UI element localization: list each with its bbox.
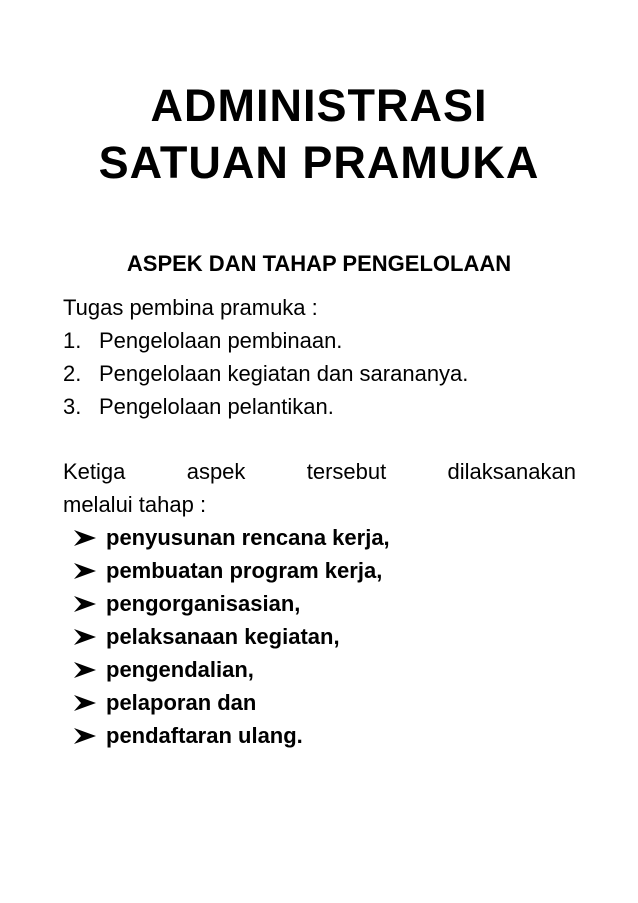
- paragraph-word: aspek: [186, 459, 246, 484]
- paragraph-word: tersebut: [306, 459, 387, 484]
- bullet-item: [72, 587, 390, 620]
- list-item-text: Pengelolaan kegiatan dan sarananya.: [99, 361, 469, 386]
- bullet-text: pengendalian,: [106, 657, 254, 682]
- intro-text: Tugas pembina pramuka :: [63, 295, 318, 320]
- arrow-bullet-icon: [72, 521, 106, 554]
- paragraph-line-1: [63, 455, 576, 488]
- paragraph-word: Ketiga: [63, 459, 126, 484]
- list-item-number: 1.: [63, 328, 82, 353]
- list-item: [63, 324, 468, 357]
- document-title-line-1: ADMINISTRASI: [150, 80, 488, 131]
- arrow-bullet-icon: [72, 719, 106, 752]
- arrow-bullet-icon: [72, 653, 106, 686]
- bullet-text: penyusunan rencana kerja,: [106, 525, 390, 550]
- bullet-item: [72, 653, 390, 686]
- section-subtitle: ASPEK DAN TAHAP PENGELOLAAN: [126, 251, 512, 276]
- list-item-number: 2.: [63, 361, 82, 386]
- bullet-item: [72, 554, 390, 587]
- bullet-text: pembuatan program kerja,: [106, 558, 383, 583]
- arrow-bullet-icon: [72, 587, 106, 620]
- arrow-bullet-icon: [72, 554, 106, 587]
- bullet-text: pendaftaran ulang.: [106, 723, 303, 748]
- paragraph: [63, 455, 576, 521]
- list-item-text: Pengelolaan pelantikan.: [99, 394, 334, 419]
- bullet-text: pengorganisasian,: [106, 591, 301, 616]
- list-item: [63, 390, 468, 423]
- paragraph-line-2: melalui tahap :: [63, 492, 207, 517]
- numbered-list: [63, 324, 468, 423]
- bullet-item: [72, 521, 390, 554]
- bullet-list: [72, 521, 390, 752]
- bullet-text: pelaksanaan kegiatan,: [106, 624, 340, 649]
- document-title-line-2: SATUAN PRAMUKA: [98, 137, 540, 188]
- list-item-text: Pengelolaan pembinaan.: [99, 328, 343, 353]
- bullet-text: pelaporan dan: [106, 690, 257, 715]
- paragraph-word: dilaksanakan: [447, 459, 576, 484]
- bullet-item: [72, 620, 390, 653]
- arrow-bullet-icon: [72, 686, 106, 719]
- list-item: [63, 357, 468, 390]
- arrow-bullet-icon: [72, 620, 106, 653]
- bullet-item: [72, 719, 390, 752]
- list-item-number: 3.: [63, 394, 82, 419]
- bullet-item: [72, 686, 390, 719]
